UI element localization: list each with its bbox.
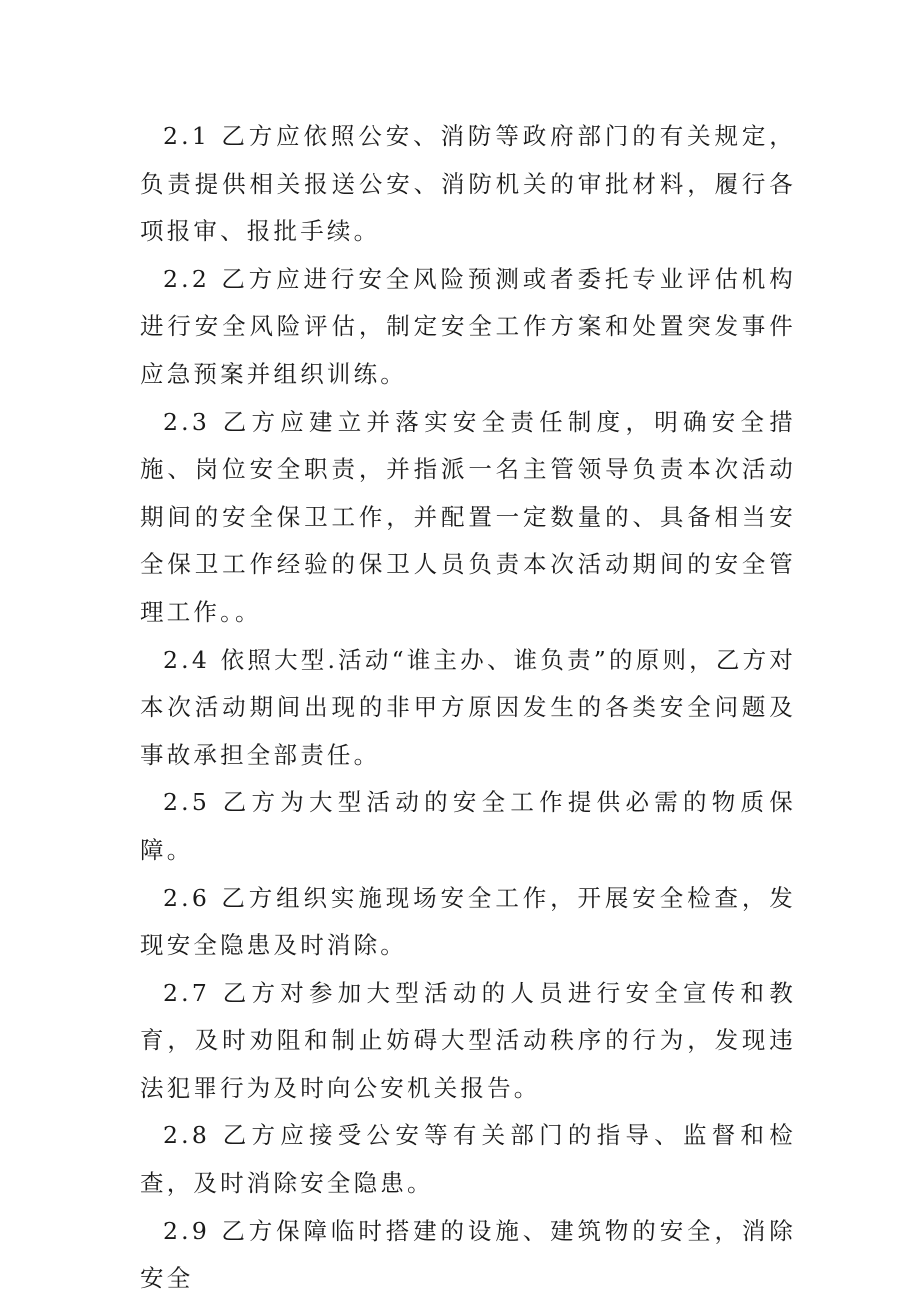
paragraph-2-1: 2.1 乙方应依照公安、消防等政府部门的有关规定，负责提供相关报送公安、消防机关的审批材料，履行各项报审、报批手续。 (140, 122, 796, 246)
paragraph-2-4: 2.4 依照大型.活动“谁主办、谁负责”的原则，乙方对本次活动期间出现的非甲方原因发生的各类安全问题及事故承担全部责任。 (140, 645, 796, 769)
paragraph-2-6: 2.6 乙方组织实施现场安全工作，开展安全检查，发现安全隐患及时消除。 (140, 883, 796, 960)
paragraph-2-9: 2.9 乙方保障临时搭建的设施、建筑物的安全，消除安全 (140, 1216, 796, 1293)
paragraph-2-8: 2.8 乙方应接受公安等有关部门的指导、监督和检查，及时消除安全隐患。 (140, 1121, 796, 1198)
paragraph-2-2: 2.2 乙方应进行安全风险预测或者委托专业评估机构进行安全风险评估，制定安全工作方案和处置突发事件应急预案并组织训练。 (140, 264, 796, 388)
paragraph-2-5: 2.5 乙方为大型活动的安全工作提供必需的物质保障。 (140, 788, 796, 864)
paragraph-2-7: 2.7 乙方对参加大型活动的人员进行安全宣传和教育，及时劝阻和制止妨碍大型活动秩序的行为，发现违法犯罪行为及时向公安机关报告。 (140, 978, 796, 1102)
paragraph-2-3: 2.3 乙方应建立并落实安全责任制度，明确安全措施、岗位安全职责，并指派一名主管领导负责本次活动期间的安全保卫工作，并配置一定数量的、具备相当安全保卫工作经验的保卫人员负责本次活动期间的安全管理工作。。 (140, 407, 796, 626)
document-body (140, 113, 796, 1303)
